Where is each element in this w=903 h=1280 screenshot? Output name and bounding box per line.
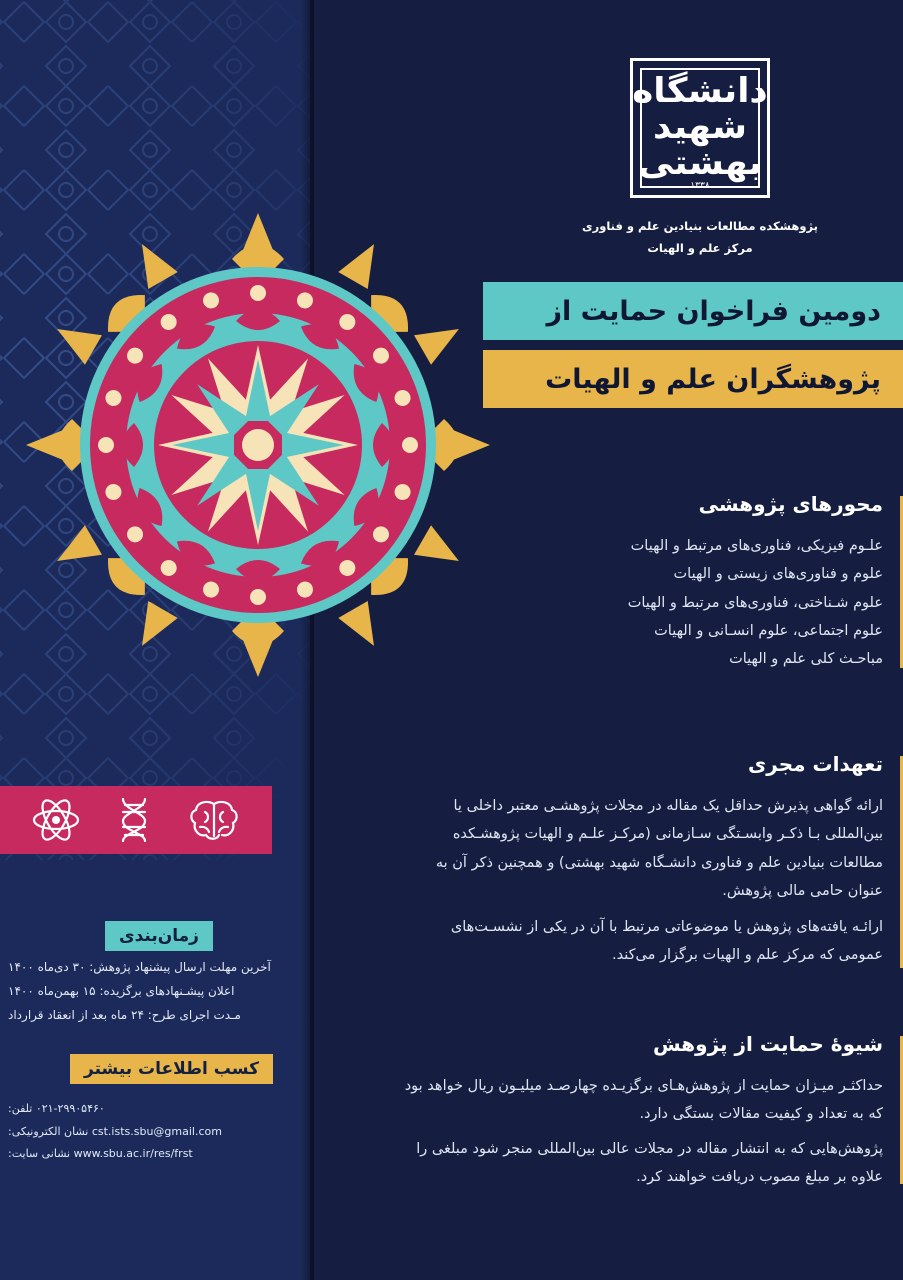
logo-year: ۱۳۳۸ — [690, 181, 710, 191]
contact-phone-label: تلفن: — [8, 1102, 33, 1115]
brain-icon — [187, 798, 241, 842]
more-info-label: کسب اطلاعات بیشتر — [70, 1054, 273, 1084]
schedule-label: زمان‌بندی — [105, 921, 213, 951]
dna-icon — [114, 796, 154, 844]
axes-item: علوم و فناوری‌های زیستی و الهیات — [673, 566, 883, 583]
contact-email-label: نشان الکترونیکی: — [8, 1124, 89, 1138]
schedule-lines — [0, 955, 282, 1027]
logo-caption-line1: پژوهشکده مطالعات بنیادین علم و فناوری — [582, 219, 818, 233]
axes-heading: محورهای پژوهشی — [698, 492, 883, 516]
contact-site-row — [0, 1143, 262, 1166]
contact-site-label: نشانی سایت: — [8, 1147, 71, 1161]
support-heading: شیوهٔ حمایت از پژوهش — [653, 1032, 883, 1056]
atom-icon — [31, 796, 81, 844]
sbu-logo-mark — [630, 58, 770, 198]
axes-item: علوم شـناختی، فناوری‌های مرتبط و الهیات — [627, 594, 883, 611]
section-research-axes — [403, 492, 903, 673]
commitments-heading: تعهدات مجری — [747, 752, 883, 776]
contact-email-row — [0, 1121, 262, 1144]
section-support — [403, 1032, 903, 1197]
logo-caption-line2: مرکز علم و الهیات — [647, 240, 753, 255]
axes-item: علـوم فیزیکی، فناوری‌های مرتبط و الهیات — [630, 538, 883, 554]
schedule-line: آخرین مهلت ارسال پیشنهاد پژوهش: ۳۰ دی‌ماه ۱۴۰۰ — [8, 960, 271, 974]
title-line-2: پژوهشگران علم و الهیات — [483, 350, 903, 408]
axes-item: مباحـث کلی علم و الهیات — [729, 651, 883, 668]
axes-item: علوم اجتماعی، علوم انسـانی و الهیات — [654, 622, 883, 639]
support-paragraph: پژوهش‌هایی که به انتشار مقاله در مجلات عالی بین‌المللی منجر شود مبلغی را علاوه بر مبلغ مصوب دریافت خواهند کرد. — [416, 1140, 883, 1185]
poster-title — [483, 282, 903, 408]
science-icon-strip — [0, 786, 272, 854]
contact-phone-value: ۰۲۱-۲۹۹۰۵۴۶۰ — [35, 1102, 105, 1115]
schedule-line: مـدت اجرای طرح: ۲۴ ماه بعد از انعقاد قرارداد — [8, 1008, 241, 1022]
axes-list — [403, 532, 883, 673]
contact-phone-row — [0, 1098, 262, 1121]
logo-wordmark: دانشگاه شهید بهشتی — [632, 71, 768, 183]
contact-site-value[interactable]: www.sbu.ac.ir/res/frst — [73, 1147, 193, 1161]
contact-lines — [0, 1098, 262, 1166]
section-commitments — [403, 752, 903, 978]
commitments-paragraph: ارائه گواهی پذیرش حداقل یک مقاله در مجلات پژوهشـی معتبر داخلی یا بین‌المللی بـا ذکـر وابسـتگی سـازمانی (مرکـز علـم و الهیات پژوهشـکده مطالعات بنیادین علم و فناوری دانشـگاه شهید بهشتی) و همچنین ذکر آن به عنوان حامی مالی پژوهش. — [435, 798, 883, 899]
schedule-line: اعلان پیشـنهادهای برگزیده: ۱۵ بهمن‌ماه ۱۴۰۰ — [8, 984, 235, 998]
title-line-1: دومین فراخوان حمایت از — [483, 282, 903, 340]
commitments-paragraph: ارائـه یافته‌های پژوهش یا موضوعاتی مرتبط با آن در یکی از نشسـت‌های عمومی که مرکز علم و الهیات برگزار می‌کند. — [450, 919, 883, 964]
contact-email-value[interactable]: cst.ists.sbu@gmail.com — [91, 1124, 222, 1138]
university-logo-block — [575, 58, 825, 260]
support-paragraph: حداکثـر میـزان حمایت از پژوهش‌هـای برگزیـده چهارصـد میلیـون ریال خواهد بود که به تعداد و کیفیت مقالات بستگی دارد. — [404, 1078, 883, 1123]
logo-caption — [575, 216, 825, 260]
